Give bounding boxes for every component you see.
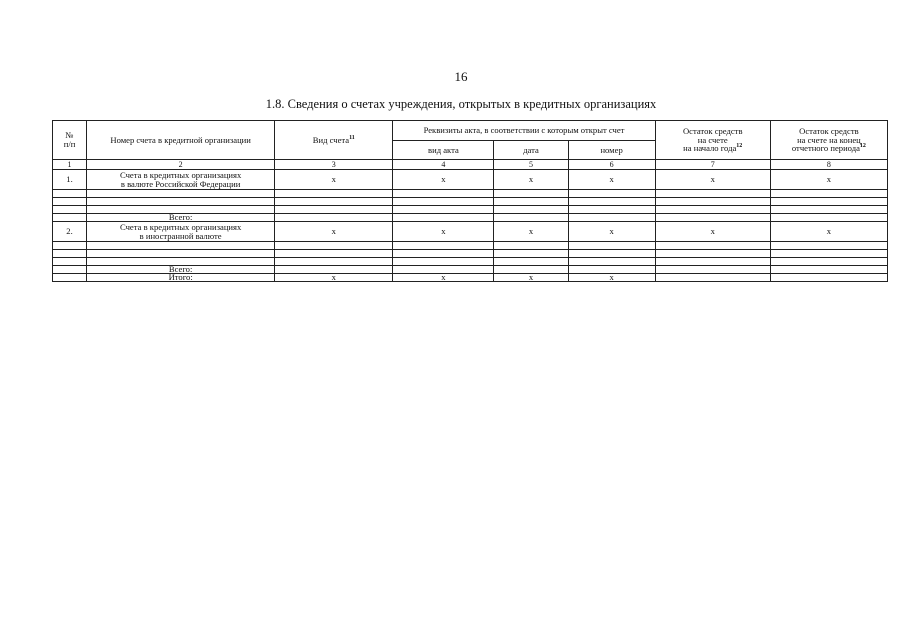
column-numbers-row (53, 160, 888, 170)
x-mark: x (568, 222, 655, 242)
header-account-type-text: Вид счета (312, 134, 350, 145)
empty-row (53, 190, 888, 198)
column-number: 2 (87, 160, 275, 170)
x-mark: x (275, 274, 393, 282)
column-number: 5 (494, 160, 568, 170)
group-label: Счета в кредитных организациях в иностранной валюте (87, 222, 275, 242)
group-number: 1. (53, 170, 87, 190)
group-label: Счета в кредитных организациях в валюте Российской Федерации (87, 170, 275, 190)
subtotal-label: Всего: (87, 266, 275, 274)
x-mark: x (393, 170, 494, 190)
group-row-rub (53, 170, 888, 190)
header-act-type: вид акта (393, 141, 494, 160)
header-act-number: номер (568, 141, 655, 160)
x-mark: x (494, 170, 568, 190)
grand-total-label: Итого: (87, 274, 275, 282)
header-balance-start-text: Остаток средств на счете на начало года (682, 125, 743, 154)
subtotal-row-rub (53, 214, 888, 222)
x-mark: x (275, 170, 393, 190)
x-mark: x (494, 222, 568, 242)
x-mark: x (655, 222, 770, 242)
x-mark: x (393, 274, 494, 282)
x-mark: x (393, 222, 494, 242)
x-mark: x (568, 274, 655, 282)
x-mark: x (494, 274, 568, 282)
group-row-foreign (53, 222, 888, 242)
x-mark: x (275, 222, 393, 242)
empty-row (53, 250, 888, 258)
empty-row (53, 206, 888, 214)
empty-row (53, 258, 888, 266)
section-title: 1.8. Сведения о счетах учреждения, открытых в кредитных организациях (265, 97, 657, 111)
footnote-11: 11 (349, 134, 355, 141)
column-number: 3 (275, 160, 393, 170)
header-account-number: Номер счета в кредитной организации (87, 121, 275, 160)
header-account-type (275, 121, 393, 160)
subtotal-label: Всего: (87, 214, 275, 222)
x-mark: x (655, 170, 770, 190)
empty-row (53, 198, 888, 206)
column-number: 7 (655, 160, 770, 170)
empty-row (53, 242, 888, 250)
grand-total-row (53, 274, 888, 282)
footnote-12-start: 12 (736, 143, 743, 150)
page-number: 16 (454, 69, 468, 84)
group-number: 2. (53, 222, 87, 242)
subtotal-row-foreign (53, 266, 888, 274)
x-mark: x (770, 222, 887, 242)
header-requisites: Реквизиты акта, в соответствии с которым открыт счет (393, 121, 655, 141)
x-mark: x (770, 170, 887, 190)
column-number: 1 (53, 160, 87, 170)
header-act-date: дата (494, 141, 568, 160)
header-balance-end-text: Остаток средств на счете на конец отчетного периода (791, 125, 861, 154)
column-number: 4 (393, 160, 494, 170)
footnote-12-end: 12 (859, 143, 866, 150)
column-number: 6 (568, 160, 655, 170)
x-mark: x (568, 170, 655, 190)
header-row-1 (53, 121, 888, 141)
header-balance-start (655, 121, 770, 160)
header-balance-end (770, 121, 887, 160)
column-number: 8 (770, 160, 887, 170)
header-num: № п/п (53, 121, 87, 160)
accounts-table (52, 120, 888, 282)
